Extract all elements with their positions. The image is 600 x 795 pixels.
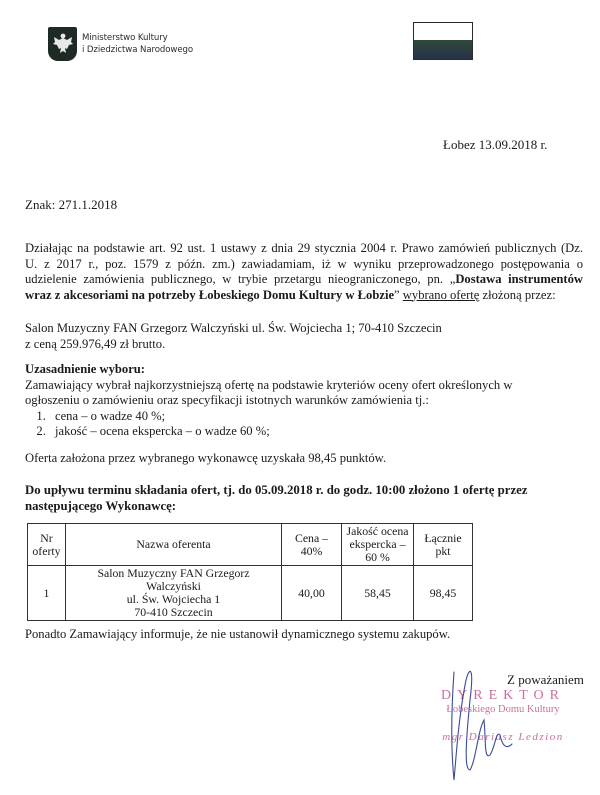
justification-section <box>25 362 512 440</box>
polish-flag-icon <box>413 22 473 60</box>
winner-price: z ceną 259.976,49 zł brutto. <box>25 336 166 351</box>
justification-line-1: Zamawiający wybrał najkorzystniejszą ofertę na podstawie kryteriów oceny ofert określonych w <box>25 377 513 392</box>
tender-title-part-1: Dostawa instrumentów <box>455 272 584 286</box>
header-offer-number: Nr oferty <box>28 524 66 566</box>
polish-eagle-emblem-icon <box>48 27 77 61</box>
deadline-line-1: Do upływu terminu składania ofert, tj. do 05.09.2018 r. do godz. 10:00 złożono 1 ofertę przez <box>25 483 528 497</box>
winner-address: Salon Muzyczny FAN Grzegorz Walczyński ul. Św. Wojciecha 1; 70-410 Szczecin <box>25 321 442 335</box>
cell-price-score: 40,00 <box>282 566 342 621</box>
winning-bidder <box>25 321 442 352</box>
closing-note: Ponadto Zamawiający informuje, że nie ustanowił dynamicznego systemu zakupów. <box>25 627 451 641</box>
regards: Z poważaniem <box>507 672 584 687</box>
score-statement: Oferta założona przez wybranego wykonawcę uzyskała 98,45 punktów. <box>25 451 387 465</box>
header-quality: Jakość ocena ekspercka – 60 % <box>342 524 414 566</box>
criterion-quality: 2. jakość – ocena ekspercka – o wadze 60 %; <box>49 424 512 440</box>
header-price: Cena – 40% <box>282 524 342 566</box>
ministry-name <box>82 32 193 56</box>
intro-line-3-text: udzielenie zamówienia publicznego, w trybie przetargu nieograniczonego, pn. „ <box>25 272 456 286</box>
deadline-statement <box>25 483 527 514</box>
cell-offer-number: 1 <box>28 566 66 621</box>
ministry-line-1: Ministerstwo Kultury <box>82 33 168 43</box>
cell-quality-score: 58,45 <box>342 566 414 621</box>
intro-paragraph <box>25 241 583 303</box>
eagle-icon <box>52 31 74 57</box>
offers-table <box>27 523 473 621</box>
intro-line-4 <box>25 288 583 304</box>
intro-line-3 <box>25 272 583 288</box>
selected-offer-text: wybrano ofertę <box>402 287 480 302</box>
criteria-list <box>25 409 512 440</box>
stamp-title: DYREKTOR <box>441 688 565 703</box>
deadline-line-2: następującego Wykonawcę: <box>25 498 177 513</box>
stamp-name: mgr Dariusz Ledzion <box>442 731 564 743</box>
handwritten-signature-icon <box>440 660 520 790</box>
cell-bidder-name: Salon Muzyczny FAN Grzegorz Walczyński ul. Św. Wojciecha 1 70-410 Szczecin <box>66 566 282 621</box>
cell-total-score: 98,45 <box>414 566 473 621</box>
closing-quote: ” <box>394 287 400 302</box>
stamp-organization: Łobeskiego Domu Kultury <box>446 704 560 715</box>
intro-line-1: Działając na podstawie art. 92 ust. 1 ustawy z dnia 29 stycznia 2004 r. Prawo zamówień publicznych (Dz. <box>25 241 583 255</box>
header-bidder-name: Nazwa oferenta <box>66 524 282 566</box>
document-date: Łobez 13.09.2018 r. <box>443 137 548 152</box>
justification-line-2: ogłoszeniu o zamówieniu oraz specyfikacji istotnych warunków zamówienia tj.: <box>25 393 429 407</box>
table-header-row <box>28 524 473 566</box>
intro-line-2: U. z 2017 r., poz. 1579 z późn. zm.) zawiadamiam, iż w wyniku przeprowadzonego postępowania o <box>25 256 583 271</box>
criterion-price: 1. cena – o wadze 40 %; <box>49 409 512 425</box>
intro-line-4-tail: złożoną przez: <box>479 287 556 302</box>
tender-title-part-2: wraz z akcesoriami na potrzeby Łobeskiego Domu Kultury w Łobzie <box>25 287 395 302</box>
reference-number: Znak: 271.1.2018 <box>25 197 118 212</box>
table-row <box>28 566 473 621</box>
justification-heading: Uzasadnienie wyboru: <box>25 362 145 376</box>
ministry-line-2: i Dziedzictwa Narodowego <box>82 45 194 55</box>
header-total: Łącznie pkt <box>414 524 473 566</box>
